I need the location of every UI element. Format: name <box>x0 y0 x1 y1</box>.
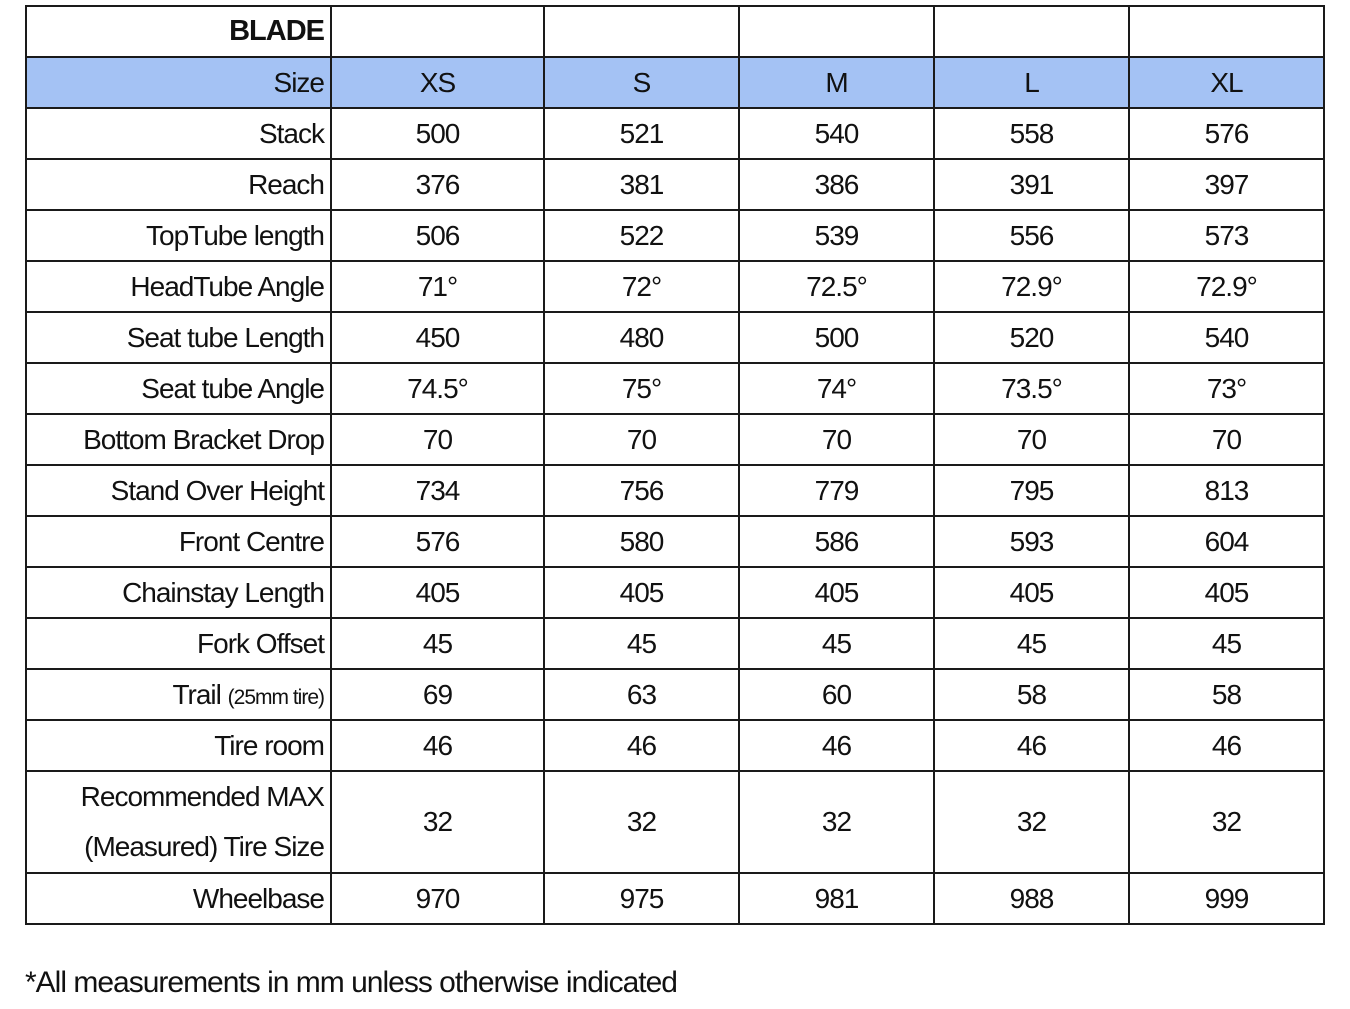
row-label <box>26 669 331 720</box>
value-cell: 45 <box>544 618 739 669</box>
value-cell: 70 <box>739 414 934 465</box>
value-cell: 72.5° <box>739 261 934 312</box>
table-row <box>26 312 1324 363</box>
value-cell: 58 <box>1129 669 1324 720</box>
value-cell: 376 <box>331 159 544 210</box>
row-label <box>26 261 331 312</box>
value-cell: 988 <box>934 873 1129 924</box>
row-label <box>26 567 331 618</box>
value-cell: 576 <box>331 516 544 567</box>
table-row <box>26 720 1324 771</box>
value-cell: 540 <box>1129 312 1324 363</box>
row-label-text: Wheelbase <box>192 882 324 914</box>
row-label <box>26 159 331 210</box>
row-label <box>26 108 331 159</box>
size-label: Size <box>26 57 331 108</box>
title-row <box>26 6 1324 57</box>
row-label <box>26 873 331 924</box>
row-label-text: Tire room <box>214 729 324 761</box>
geometry-table <box>25 5 1325 925</box>
row-label-text: HeadTube Angle <box>130 270 324 302</box>
value-cell: 72° <box>544 261 739 312</box>
value-cell: 480 <box>544 312 739 363</box>
value-cell: 999 <box>1129 873 1324 924</box>
row-label-text: Recommended MAX (Measured) Tire Size <box>80 781 324 862</box>
table-row <box>26 210 1324 261</box>
empty-cell <box>544 6 739 57</box>
size-header-m: M <box>739 57 934 108</box>
table-row <box>26 414 1324 465</box>
value-cell: 74.5° <box>331 363 544 414</box>
table-row <box>26 108 1324 159</box>
value-cell: 45 <box>1129 618 1324 669</box>
row-label <box>26 771 331 873</box>
size-header-s: S <box>544 57 739 108</box>
value-cell: 397 <box>1129 159 1324 210</box>
value-cell: 540 <box>739 108 934 159</box>
value-cell: 70 <box>1129 414 1324 465</box>
value-cell: 405 <box>934 567 1129 618</box>
value-cell: 72.9° <box>1129 261 1324 312</box>
value-cell: 70 <box>934 414 1129 465</box>
value-cell: 405 <box>1129 567 1324 618</box>
row-label <box>26 720 331 771</box>
row-label <box>26 465 331 516</box>
size-header-l: L <box>934 57 1129 108</box>
table-row <box>26 261 1324 312</box>
value-cell: 63 <box>544 669 739 720</box>
value-cell: 73.5° <box>934 363 1129 414</box>
value-cell: 734 <box>331 465 544 516</box>
value-cell: 46 <box>1129 720 1324 771</box>
value-cell: 71° <box>331 261 544 312</box>
value-cell: 556 <box>934 210 1129 261</box>
table-row <box>26 618 1324 669</box>
row-label <box>26 618 331 669</box>
value-cell: 46 <box>331 720 544 771</box>
value-cell: 58 <box>934 669 1129 720</box>
table-row <box>26 465 1324 516</box>
value-cell: 405 <box>331 567 544 618</box>
value-cell: 69 <box>331 669 544 720</box>
value-cell: 391 <box>934 159 1129 210</box>
value-cell: 500 <box>331 108 544 159</box>
row-label-text: Reach <box>248 168 324 200</box>
empty-cell <box>739 6 934 57</box>
value-cell: 405 <box>544 567 739 618</box>
value-cell: 975 <box>544 873 739 924</box>
value-cell: 73° <box>1129 363 1324 414</box>
value-cell: 72.9° <box>934 261 1129 312</box>
value-cell: 586 <box>739 516 934 567</box>
value-cell: 32 <box>739 771 934 873</box>
value-cell: 45 <box>331 618 544 669</box>
value-cell: 70 <box>544 414 739 465</box>
row-label-text: Bottom Bracket Drop <box>83 423 324 455</box>
row-label-note: (25mm tire) <box>227 685 324 709</box>
empty-cell <box>934 6 1129 57</box>
value-cell: 32 <box>1129 771 1324 873</box>
value-cell: 506 <box>331 210 544 261</box>
table-row <box>26 771 1324 873</box>
value-cell: 522 <box>544 210 739 261</box>
row-label-text: Fork Offset <box>197 627 324 659</box>
value-cell: 74° <box>739 363 934 414</box>
value-cell: 521 <box>544 108 739 159</box>
row-label-text: Front Centre <box>178 525 324 557</box>
value-cell: 45 <box>934 618 1129 669</box>
row-label-text: Seat tube Angle <box>141 372 324 404</box>
value-cell: 795 <box>934 465 1129 516</box>
size-header-row <box>26 57 1324 108</box>
table-row <box>26 159 1324 210</box>
row-label-text: Trail <box>172 678 221 710</box>
table-title: BLADE <box>26 6 331 57</box>
table-row <box>26 669 1324 720</box>
row-label <box>26 516 331 567</box>
table-row <box>26 363 1324 414</box>
row-label-text: TopTube length <box>146 219 324 251</box>
value-cell: 520 <box>934 312 1129 363</box>
value-cell: 558 <box>934 108 1129 159</box>
value-cell: 813 <box>1129 465 1324 516</box>
value-cell: 45 <box>739 618 934 669</box>
value-cell: 386 <box>739 159 934 210</box>
value-cell: 573 <box>1129 210 1324 261</box>
value-cell: 576 <box>1129 108 1324 159</box>
value-cell: 981 <box>739 873 934 924</box>
footnote: *All measurements in mm unless otherwise indicated <box>25 966 677 999</box>
empty-cell <box>1129 6 1324 57</box>
value-cell: 46 <box>934 720 1129 771</box>
value-cell: 32 <box>544 771 739 873</box>
value-cell: 970 <box>331 873 544 924</box>
row-label-text: Stand Over Height <box>110 474 324 506</box>
value-cell: 593 <box>934 516 1129 567</box>
value-cell: 580 <box>544 516 739 567</box>
value-cell: 539 <box>739 210 934 261</box>
table-row <box>26 873 1324 924</box>
value-cell: 70 <box>331 414 544 465</box>
row-label <box>26 312 331 363</box>
value-cell: 405 <box>739 567 934 618</box>
value-cell: 75° <box>544 363 739 414</box>
row-label <box>26 414 331 465</box>
value-cell: 500 <box>739 312 934 363</box>
row-label-text: Chainstay Length <box>122 576 324 608</box>
table-row <box>26 567 1324 618</box>
size-header-xl: XL <box>1129 57 1324 108</box>
value-cell: 450 <box>331 312 544 363</box>
row-label <box>26 210 331 261</box>
value-cell: 756 <box>544 465 739 516</box>
row-label <box>26 363 331 414</box>
empty-cell <box>331 6 544 57</box>
value-cell: 604 <box>1129 516 1324 567</box>
value-cell: 779 <box>739 465 934 516</box>
value-cell: 46 <box>544 720 739 771</box>
value-cell: 381 <box>544 159 739 210</box>
value-cell: 60 <box>739 669 934 720</box>
size-header-xs: XS <box>331 57 544 108</box>
value-cell: 46 <box>739 720 934 771</box>
value-cell: 32 <box>934 771 1129 873</box>
value-cell: 32 <box>331 771 544 873</box>
row-label-text: Stack <box>258 117 324 149</box>
table-row <box>26 516 1324 567</box>
row-label-text: Seat tube Length <box>126 321 324 353</box>
